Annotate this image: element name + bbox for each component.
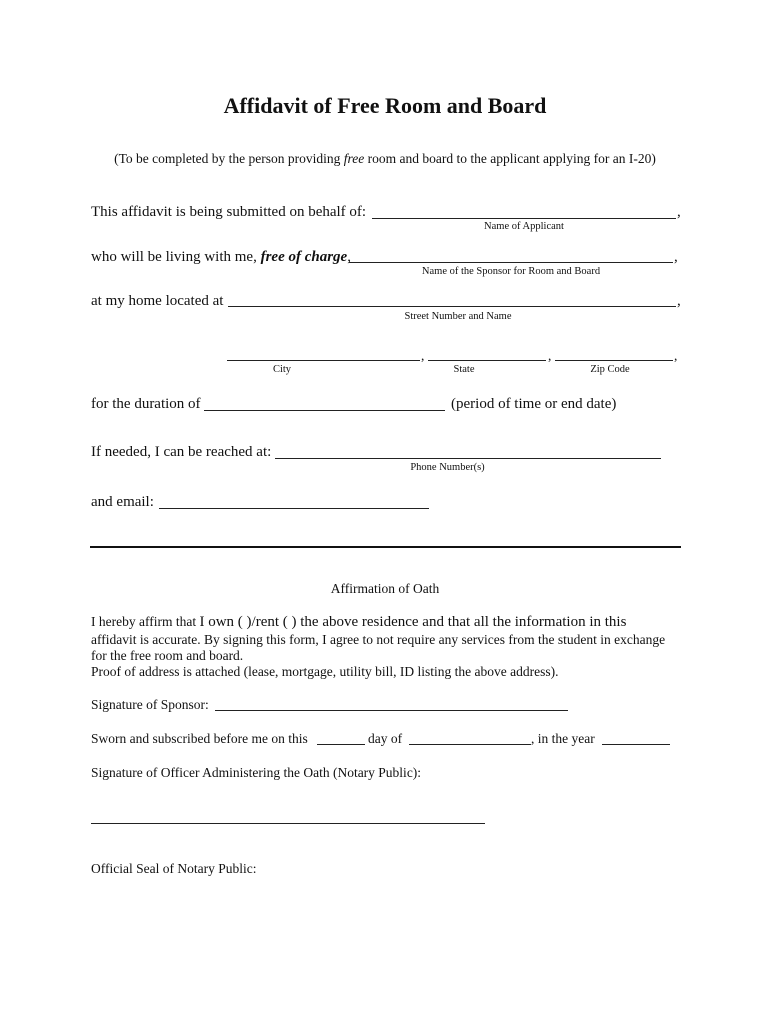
- street-field[interactable]: [228, 306, 676, 307]
- page-title: Affidavit of Free Room and Board: [223, 93, 547, 118]
- instructions: [0, 151, 770, 167]
- oath-line-1: [91, 614, 626, 631]
- living-pre: who will be living with me,: [91, 249, 257, 265]
- phone-field[interactable]: [275, 458, 661, 459]
- reach-label: If needed, I can be reached at:: [91, 444, 272, 460]
- sworn-year-label: , in the year: [531, 731, 595, 746]
- oath-line-1a: I hereby affirm that: [91, 614, 200, 629]
- instructions-post: room and board to the applicant applying for an I-20): [364, 151, 656, 166]
- oath-line-4: Proof of address is attached (lease, mortgage, utility bill, ID listing the above address).: [91, 664, 559, 679]
- officer-signature-label: Signature of Officer Administering the Oath (Notary Public):: [91, 765, 422, 780]
- sponsor-name-caption: Name of the Sponsor for Room and Board: [421, 266, 601, 277]
- sponsor-signature-label: Signature of Sponsor:: [91, 697, 209, 712]
- comma: ,: [548, 348, 552, 363]
- city-caption: City: [272, 364, 292, 375]
- living-label: [91, 249, 351, 266]
- street-caption: Street Number and Name: [404, 311, 512, 322]
- duration-suffix: (period of time or end date): [451, 396, 617, 412]
- applicant-name-caption: Name of Applicant: [484, 221, 564, 232]
- duration-label: for the duration of: [91, 396, 201, 412]
- living-post: ,: [347, 249, 351, 265]
- oath-line-1b: I own ( )/rent ( ) the above residence and that all the information in this: [199, 614, 627, 630]
- zip-field[interactable]: [555, 360, 673, 361]
- oath-line-3: for the free room and board.: [91, 648, 244, 663]
- duration-field[interactable]: [204, 410, 445, 411]
- notary-seal-label: Official Seal of Notary Public:: [91, 861, 257, 876]
- comma: ,: [677, 204, 681, 220]
- sworn-year-field[interactable]: [602, 744, 670, 745]
- comma: ,: [674, 249, 678, 265]
- oath-heading: Affirmation of Oath: [330, 581, 440, 596]
- zip-caption: Zip Code: [590, 364, 630, 375]
- section-divider: [90, 546, 681, 548]
- city-field[interactable]: [227, 360, 420, 361]
- sworn-day-of-label: day of: [368, 731, 403, 746]
- home-label: at my home located at: [91, 293, 224, 309]
- phone-caption: Phone Number(s): [410, 462, 485, 473]
- comma: ,: [674, 348, 678, 363]
- behalf-label: This affidavit is being submitted on behalf of:: [91, 204, 367, 220]
- living-emphasis: free of charge: [260, 249, 348, 265]
- oath-line-2: affidavit is accurate. By signing this form, I agree to not require any services from the student in exchange: [91, 632, 666, 647]
- state-caption: State: [453, 364, 475, 375]
- sponsor-name-field[interactable]: [349, 262, 673, 263]
- officer-signature-field[interactable]: [91, 823, 485, 824]
- email-label: and email:: [91, 494, 154, 510]
- sworn-month-field[interactable]: [409, 744, 531, 745]
- comma: ,: [677, 293, 681, 309]
- sworn-day-field[interactable]: [317, 744, 365, 745]
- instructions-emphasis: free: [343, 151, 365, 166]
- sponsor-signature-field[interactable]: [215, 710, 568, 711]
- instructions-pre: (To be completed by the person providing: [114, 151, 344, 166]
- applicant-name-field[interactable]: [372, 218, 676, 219]
- comma: ,: [421, 348, 425, 363]
- state-field[interactable]: [428, 360, 546, 361]
- email-field[interactable]: [159, 508, 429, 509]
- sworn-label: Sworn and subscribed before me on this: [91, 731, 308, 746]
